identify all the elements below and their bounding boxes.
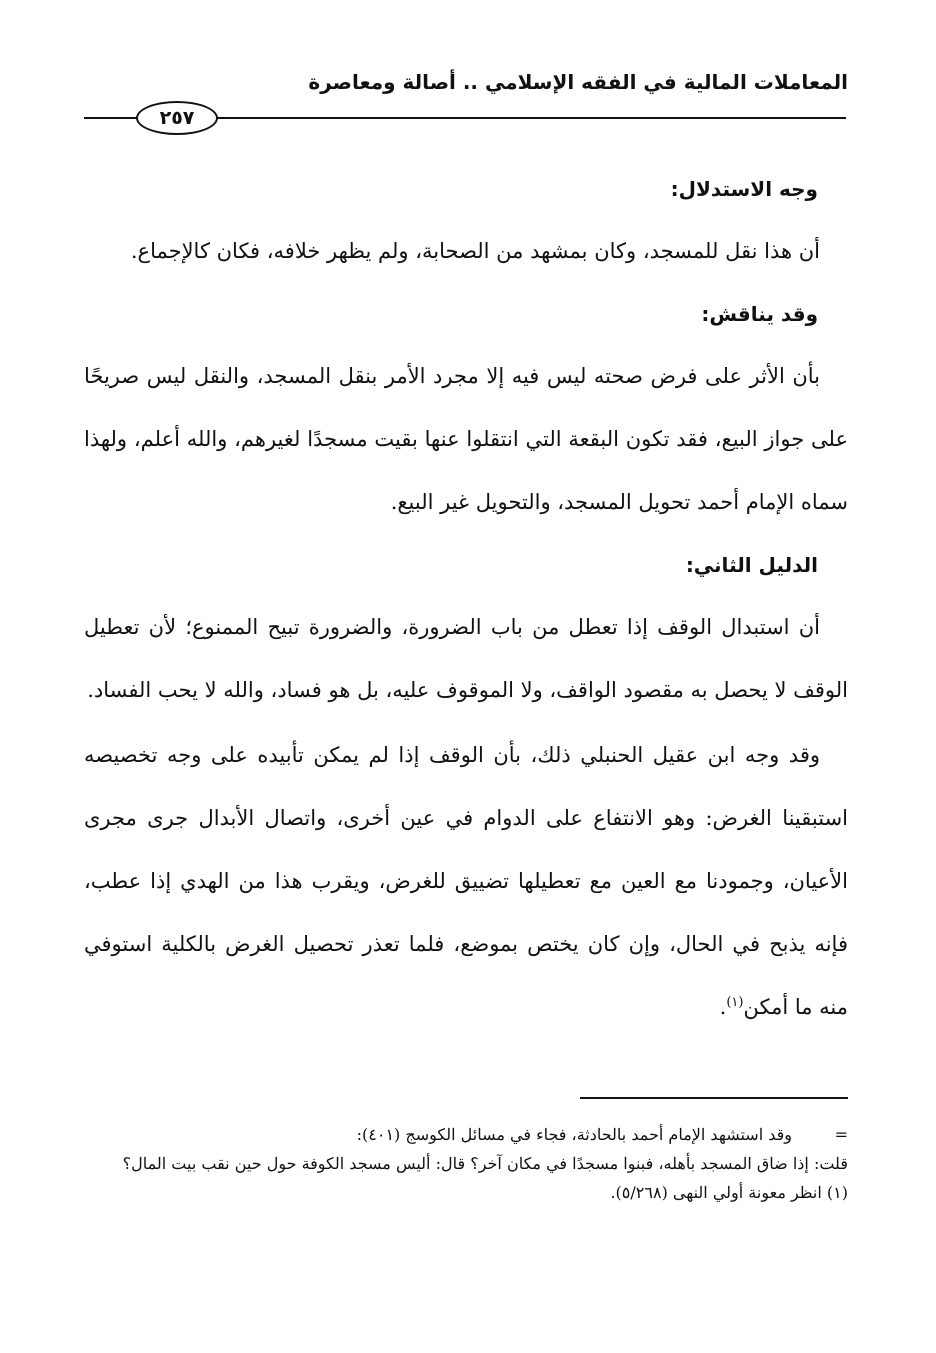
footnote-reference[interactable]: (١) — [726, 995, 744, 1010]
section-heading-inference: وجه الاستدلال: — [670, 177, 818, 201]
section-heading-second-evidence: الدليل الثاني: — [685, 553, 818, 577]
footnote-continuation-line-1 — [84, 1120, 848, 1149]
footnote-1: (١) انظر معونة أولي النهى (٥/٢٦٨). — [610, 1183, 848, 1202]
paragraph-discussion: بأن الأثر على فرض صحته ليس فيه إلا مجرد الأمر بنقل المسجد، والنقل ليس صريحًا على جواز البيع، فقد تكون البقعة التي انتقلوا عنها بقيت مسجدًا لغيرهم، والله أعلم، ولهذا سماه الإمام أحمد تحويل المسجد، والتحويل غير البيع. — [84, 364, 848, 514]
footnotes — [84, 1120, 848, 1207]
paragraph-ibn-aqil-text: وقد وجه ابن عقيل الحنبلي ذلك، بأن الوقف إذا لم يمكن تأبيده على وجه تخصيصه استبقينا الغرض: وهو الانتفاع على الدوام في عين أخرى، واتصال الأبدال جرى مجرى الأعيان، وجمودنا مع العين مع تعطيلها تضييق للغرض، ويقرب هذا من الهدي إذا عطب، فإنه يذبح في الحال، وإن كان يختص بموضع، فلما تعذر تحصيل الغرض بالكلية استوفي منه ما أمكن — [84, 743, 848, 1019]
running-header: المعاملات المالية في الفقه الإسلامي .. أصالة ومعاصرة — [308, 70, 848, 94]
paragraph-ibn-aqil — [84, 724, 848, 1039]
section-heading-discussion: وقد يناقش: — [701, 302, 818, 326]
paragraph-end-mark: . — [719, 995, 727, 1019]
footnote-continuation-line-2: قلت: إذا ضاق المسجد بأهله، فبنوا مسجدًا في مكان آخر؟ قال: أليس مسجد الكوفة حول حين نقب بيت المال؟ — [122, 1154, 848, 1173]
page-number: ٢٥٧ — [136, 101, 218, 135]
paragraph-second-evidence: أن استبدال الوقف إذا تعطل من باب الضرورة، والضرورة تبيح الممنوع؛ لأن تعطيل الوقف لا يحصل به مقصود الواقف، ولا الموقوف عليه، بل هو فساد، والله لا يحب الفساد. — [84, 615, 848, 702]
body-text — [84, 158, 848, 1039]
footnote-continuation-text-1: وقد استشهد الإمام أحمد بالحادثة، فجاء في مسائل الكوسج (٤٠١): — [356, 1125, 792, 1144]
footnote-separator — [580, 1097, 848, 1099]
continuation-marker: = — [834, 1125, 848, 1144]
paragraph-inference: أن هذا نقل للمسجد، وكان بمشهد من الصحابة، ولم يظهر خلافه، فكان كالإجماع. — [130, 239, 820, 263]
